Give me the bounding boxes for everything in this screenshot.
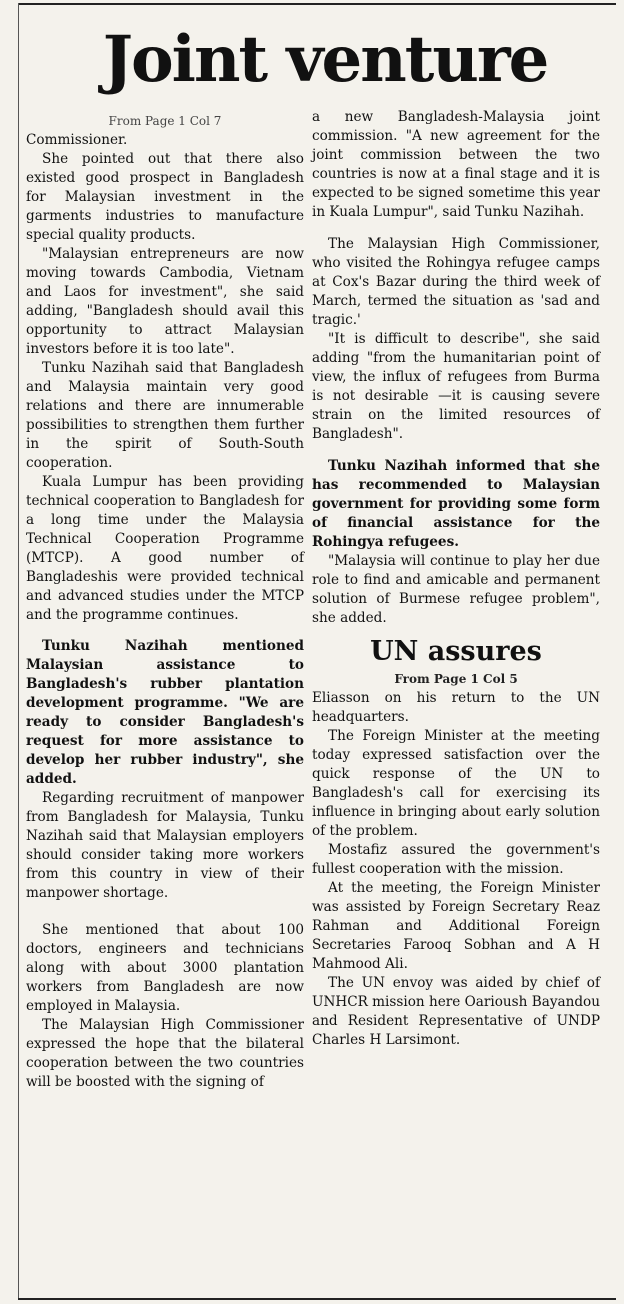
paragraph: The Foreign Minister at the meeting today expressed satisfaction over the quick response of the UN to Bangladesh's call for exercising its influence in bringing about early solution of the problem. [312,728,600,839]
paragraph: She pointed out that there also existed good prospect in Bangladesh for Malaysian investment in the garments industries to manufacture special quality products. [26,151,304,243]
paragraph: Mostafiz assured the government's fullest cooperation with the mission. [312,842,600,877]
dateline-continued: From Page 1 Col 7 [108,114,222,128]
bottom-rule [18,1298,616,1300]
paragraph: Commissioner. [26,132,128,148]
paragraph-gap [26,625,304,637]
paragraph: She mentioned that about 100 doctors, engineers and technicians along with about 3000 plantation workers from Bangladesh are now employed in Malaysia. [26,922,304,1014]
paragraph: At the meeting, the Foreign Minister was assisted by Foreign Secretary Reaz Rahman and Additional Foreign Secretaries Farooq Sobhan and A H Mahmood Ali. [312,880,600,972]
paragraph: a new Bangladesh-Malaysia joint commission. "A new agreement for the joint commission between the two countries is now at a final stage and it is expected to be signed sometime this year in Kuala Lumpur", said Tunku Nazihah. [312,109,600,220]
paragraph: The Malaysian High Commissioner expressed the hope that the bilateral cooperation between the two countries will be boosted with the signing of [26,1017,304,1090]
paragraph-gap [26,903,304,921]
paragraph: Kuala Lumpur has been providing technical cooperation to Bangladesh for a long time under the Malaysia Technical Cooperation Programme (MTCP). A good number of Bangladeshis were provided technical and advanced studies under the MTCP and the programme continues. [26,474,304,623]
paragraph: Tunku Nazihah mentioned Malaysian assistance to Bangladesh's rubber plantation development programme. "We are ready to consider Bangladesh's request for more assistance to develop her rubber industry", she added. [26,638,304,787]
paragraph: "Malaysia will continue to play her due role to find and amicable and permanent solution of Burmese refugee problem", she added. [312,553,600,626]
subhead-un-assures: UN assures [370,636,542,667]
paragraph: The Malaysian High Commissioner, who visited the Rohingya refugee camps at Cox's Bazar during the third week of March, termed the situation as 'sad and tragic.' [312,236,600,328]
dateline-continued: From Page 1 Col 5 [394,672,518,686]
paragraph: Tunku Nazihah said that Bangladesh and Malaysia maintain very good relations and there are innumerable possibilities to strengthen them further in the spirit of South-South cooperation. [26,360,304,471]
paragraph: Eliasson on his return to the UN headquarters. [312,690,600,725]
article-column-2 [312,108,600,1050]
left-column-rule [18,3,19,1300]
paragraph: Tunku Nazihah informed that she has recommended to Malaysian government for providing some form of financial assistance for the Rohingya refugees. [312,458,600,550]
paragraph: The UN envoy was aided by chief of UNHCR mission here Oarioush Bayandou and Resident Representative of UNDP Charles H Larsimont. [312,975,600,1048]
article-column-1 [26,112,304,1092]
paragraph: Regarding recruitment of manpower from Bangladesh for Malaysia, Tunku Nazihah said that Malaysian employers should consider taking more workers from this country in view of their manpower shortage. [26,790,304,901]
headline: Joint venture [102,22,548,97]
paragraph: "It is difficult to describe", she said adding "from the humanitarian point of view, the influx of refugees from Burma is not desirable —it is causing severe strain on the limited resources of Bangladesh". [312,331,600,442]
paragraph: "Malaysian entrepreneurs are now moving towards Cambodia, Vietnam and Laos for investment", she said adding, "Bangladesh should avail this opportunity to attract Malaysian investors before it is too late". [26,246,304,357]
paragraph-gap [312,222,600,235]
top-rule [18,3,616,5]
paragraph-gap [312,444,600,457]
